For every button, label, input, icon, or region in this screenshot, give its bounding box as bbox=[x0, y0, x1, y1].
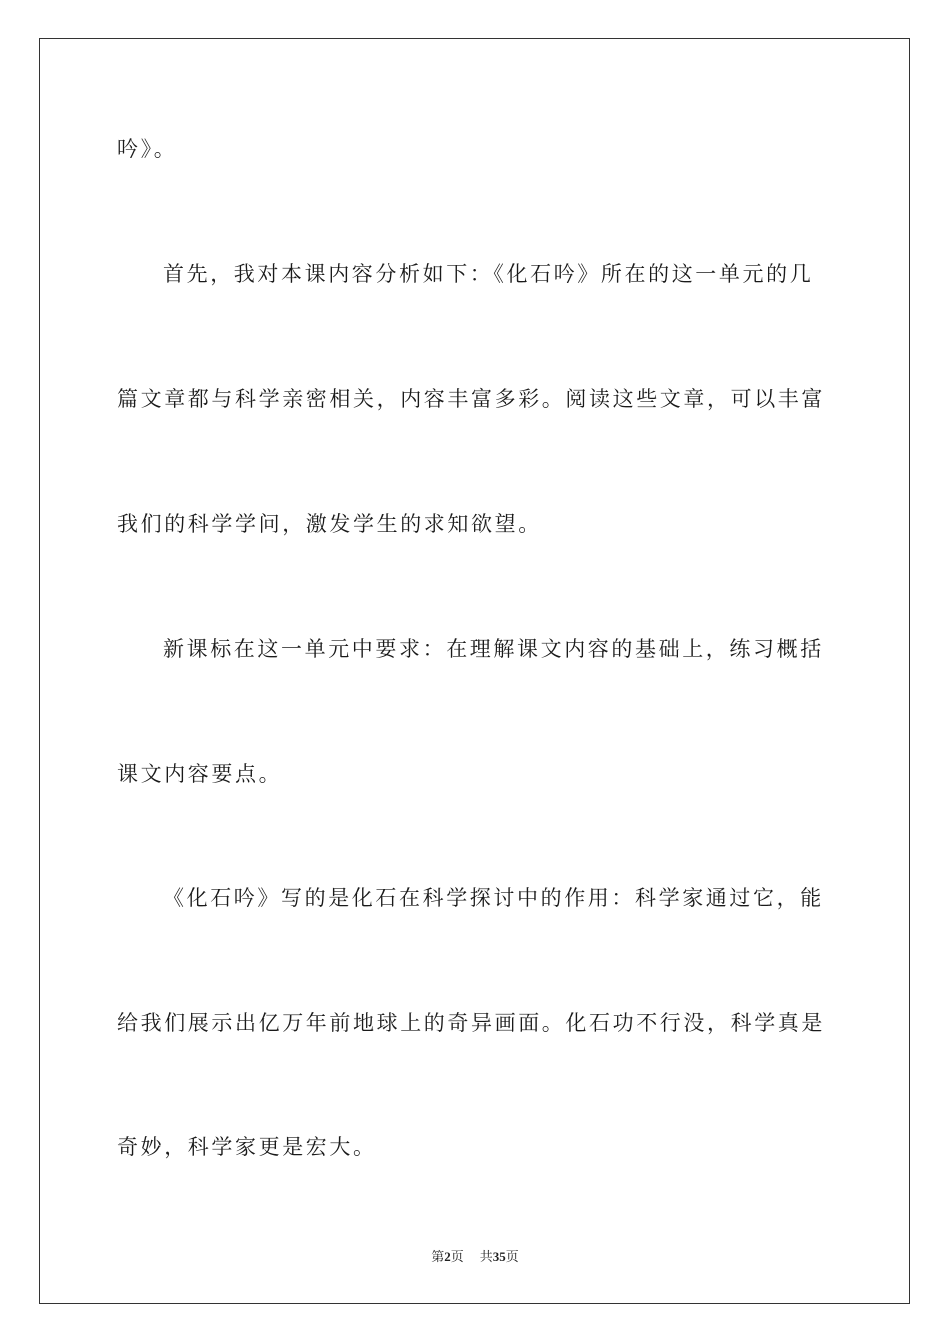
body-line-1: 吟》。 bbox=[117, 137, 178, 161]
body-line-2: 首先，我对本课内容分析如下：《化石吟》所在的这一单元的几 bbox=[163, 262, 814, 286]
total-prefix: 共 bbox=[479, 1250, 493, 1265]
page-number: 2 bbox=[444, 1249, 451, 1264]
page-footer bbox=[0, 1248, 950, 1267]
body-line-6: 课文内容要点。 bbox=[117, 762, 283, 786]
total-suffix: 页 bbox=[505, 1250, 519, 1265]
page-frame bbox=[39, 38, 910, 1304]
body-line-7: 《化石吟》写的是化石在科学探讨中的作用：科学家通过它，能 bbox=[163, 886, 824, 910]
body-line-8: 给我们展示出亿万年前地球上的奇异画面。化石功不行没，科学真是 bbox=[117, 1011, 825, 1035]
body-line-3: 篇文章都与科学亲密相关，内容丰富多彩。阅读这些文章，可以丰富 bbox=[117, 387, 825, 411]
body-line-5: 新课标在这一单元中要求：在理解课文内容的基础上，练习概括 bbox=[163, 637, 824, 661]
page-suffix: 页 bbox=[450, 1250, 464, 1265]
total-pages: 35 bbox=[492, 1249, 506, 1264]
body-line-4: 我们的科学学问，激发学生的求知欲望。 bbox=[117, 512, 542, 536]
body-line-9: 奇妙，科学家更是宏大。 bbox=[117, 1135, 377, 1159]
page-prefix: 第 bbox=[431, 1250, 445, 1265]
